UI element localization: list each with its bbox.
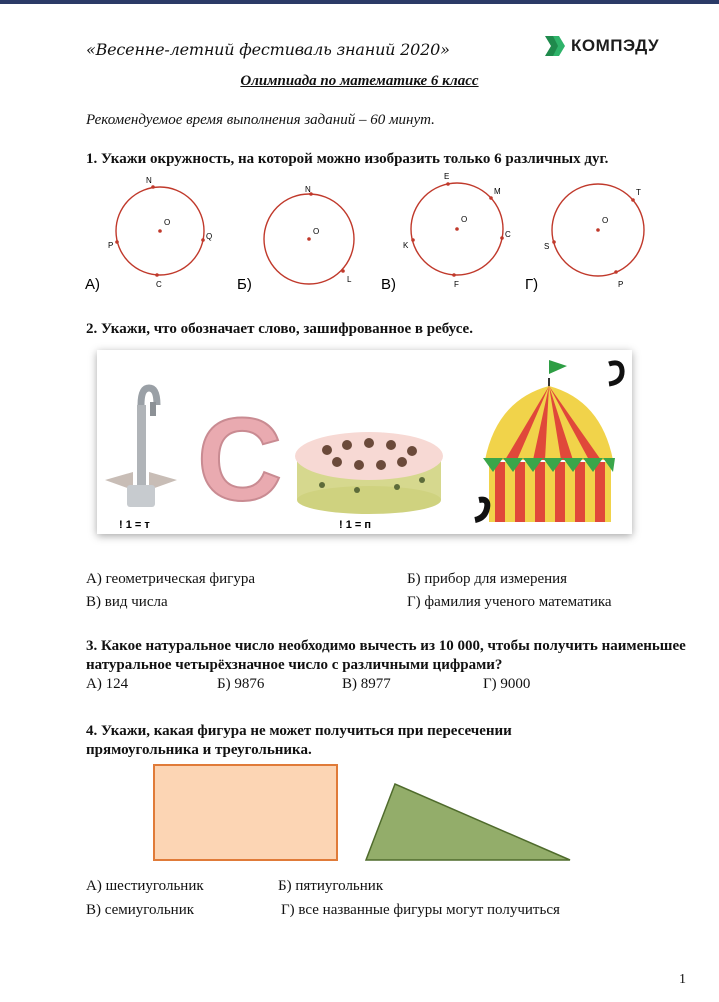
q4-option-a: А) шестиугольник xyxy=(86,878,204,894)
q2-option-v: В) вид числа xyxy=(86,594,168,610)
circle-g xyxy=(525,184,644,293)
circle-v-point-4: C xyxy=(505,230,511,239)
q3-option-b: Б) 9876 xyxy=(217,676,265,692)
circle-g-center-label: O xyxy=(602,216,609,225)
circle-b-point-2: L xyxy=(347,275,352,284)
festival-title: «Весенне-летний фестиваль знаний 2020» xyxy=(86,40,450,59)
circle-b xyxy=(237,185,354,293)
q3-option-v: В) 8977 xyxy=(342,676,391,692)
question-4: 4. Укажи, какая фигура не может получиться при пересечении прямоугольника и треугольника. xyxy=(86,723,512,758)
circle-a-point-4: C xyxy=(156,280,162,289)
circle-a-point-2: P xyxy=(108,241,114,250)
triangle-figure xyxy=(366,784,570,860)
circle-a-center-label: O xyxy=(164,218,171,227)
question-1: 1. Укажи окружность, на которой можно изобразить только 6 различных дуг. xyxy=(86,151,609,167)
recommended-time: Рекомендуемое время выполнения заданий – 60 минут. xyxy=(86,112,435,128)
rebus-comma-top xyxy=(609,363,622,384)
rebus-picture xyxy=(97,350,632,534)
circle-v-point-3: K xyxy=(403,241,409,250)
circle-a-point-1: N xyxy=(146,176,152,185)
rebus-note-2: ! 1 = п xyxy=(339,519,372,531)
rectangle-figure xyxy=(154,765,337,860)
circle-b-center-label: O xyxy=(313,227,320,236)
faucet-image xyxy=(105,388,177,507)
circle-v-center-label: O xyxy=(461,215,468,224)
q4-option-g: Г) все названные фигуры могут получиться xyxy=(281,902,560,918)
q4-option-b: Б) пятиугольник xyxy=(278,878,384,894)
circle-b-option: Б) xyxy=(237,276,252,293)
circle-a-option: А) xyxy=(85,276,100,293)
circle-v-point-1: E xyxy=(444,172,450,181)
question-2: 2. Укажи, что обозначает слово, зашифрованное в ребусе. xyxy=(86,321,473,337)
logo-icon xyxy=(545,36,567,56)
circle-v xyxy=(381,172,511,293)
circus-tent-image xyxy=(483,360,615,522)
logo-text: КОМПЭДУ xyxy=(571,36,660,55)
q2-option-b: Б) прибор для измерения xyxy=(407,571,568,587)
q3-option-g: Г) 9000 xyxy=(483,676,531,692)
q3-option-a: А) 124 xyxy=(86,676,129,692)
circle-g-point-3: P xyxy=(618,280,624,289)
circle-g-point-1: T xyxy=(636,188,641,197)
circle-g-option: Г) xyxy=(525,276,539,293)
olympiad-title: Олимпиада по математике 6 класс xyxy=(240,73,479,89)
rebus-letter-c: С xyxy=(197,394,283,526)
q4-figures xyxy=(150,760,580,866)
circle-a xyxy=(85,176,212,293)
q2-option-a: А) геометрическая фигура xyxy=(86,571,255,587)
q4-option-v: В) семиугольник xyxy=(86,902,195,918)
rebus-drawing xyxy=(97,350,632,534)
circle-v-point-2: M xyxy=(494,187,501,196)
logo xyxy=(545,36,659,56)
cake-image xyxy=(295,432,443,514)
circle-v-option: В) xyxy=(381,276,396,293)
circle-a-point-3: Q xyxy=(206,232,213,241)
circle-v-point-5: F xyxy=(454,280,459,289)
question-3: 3. Какое натуральное число необходимо вычесть из 10 000, чтобы получить наименьшее натуральное четырёхзначное число с различными цифрами? xyxy=(86,638,686,673)
circle-g-point-2: S xyxy=(544,242,550,251)
q2-option-g: Г) фамилия ученого математика xyxy=(407,594,612,610)
rebus-note-1: ! 1 = т xyxy=(119,519,150,531)
q1-circles xyxy=(80,170,680,300)
circle-b-point-1: N xyxy=(305,185,311,194)
rebus-comma-bottom xyxy=(475,500,487,520)
top-border xyxy=(0,0,719,4)
page-number: 1 xyxy=(679,972,686,987)
